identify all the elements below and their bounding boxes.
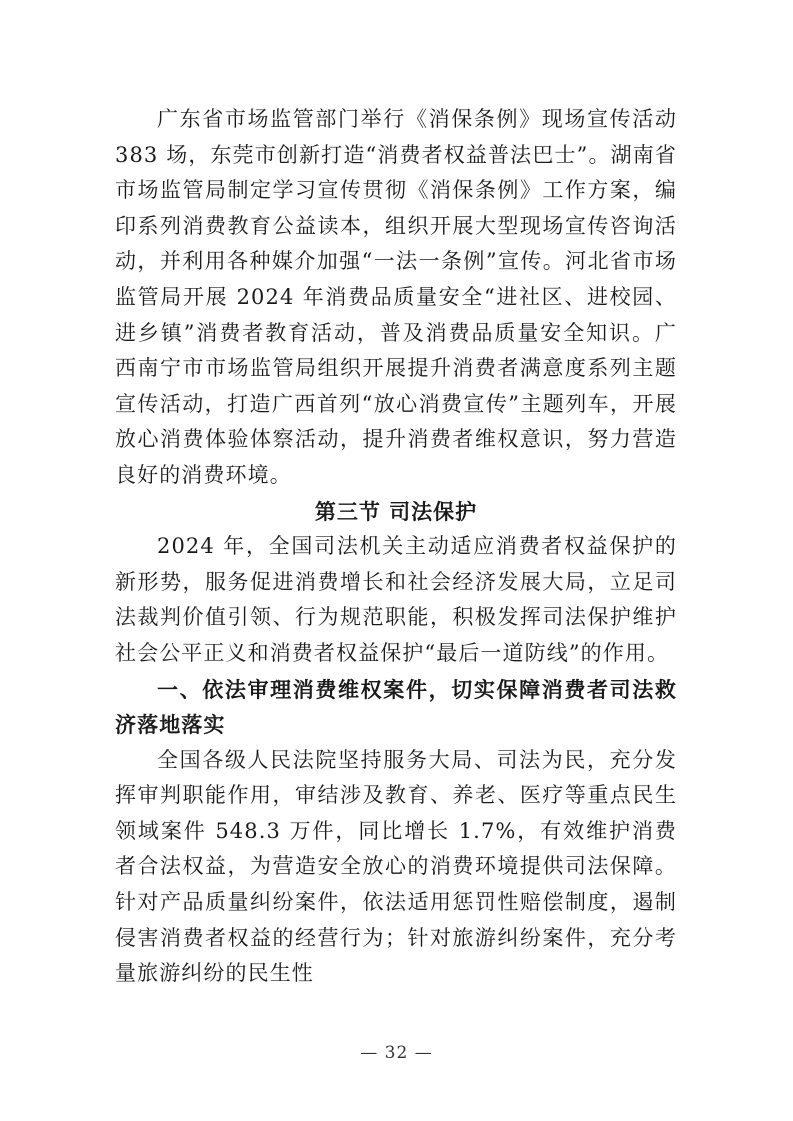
paragraph-judicial-overview: 2024 年，全国司法机关主动适应消费者权益保护的新形势，服务促进消费增长和社会经济发展大局，立足司法裁判价值引领、行为规范职能，积极发挥司法保护维护社会公平正义和消费者权益保护“最后一道防线”的作用。 xyxy=(115,534,677,665)
section-title: 第三节 司法保护 xyxy=(314,498,478,524)
page-number: — 32 — xyxy=(360,1043,433,1063)
paragraph-consumer-education: 广东省市场监管部门举行《消保条例》现场宣传活动 383 场，东莞市创新打造“消费者权益普法巴士”。湖南省市场监管局制定学习宣传贯彻《消保条例》工作方案，编印系列消费教育公益读本，组织开展大型现场宣传咨询活动，并利用各种媒介加强“一法一条例”宣传。河北省市场监管局开展 2024 年消费品质量安全“进社区、进校园、进乡镇”消费者教育活动，普及消费品质量安全知识。广西南宁市市场监管局组织开展提升消费者满意度系列主题宣传活动，打造广西首列“放心消费宣传”主题列车，开展放心消费体验体察活动，提升消费者维权意识，努力营造良好的消费环境。 xyxy=(115,107,677,487)
document-body xyxy=(115,102,677,992)
subsection-heading: 一、依法审理消费维权案件，切实保障消费者司法救济落地落实 xyxy=(115,676,677,738)
paragraph-court-cases: 全国各级人民法院坚持服务大局、司法为民，充分发挥审判职能作用，审结涉及教育、养老、医疗等重点民生领域案件 548.3 万件，同比增长 1.7%，有效维护消费者合法权益，为营造安全放心的消费环境提供司法保障。针对产品质量纠纷案件，依法适用惩罚性赔偿制度，遏制侵害消费者权益的经营行为；针对旅游纠纷案件，充分考量旅游纠纷的民生性 xyxy=(115,747,677,986)
